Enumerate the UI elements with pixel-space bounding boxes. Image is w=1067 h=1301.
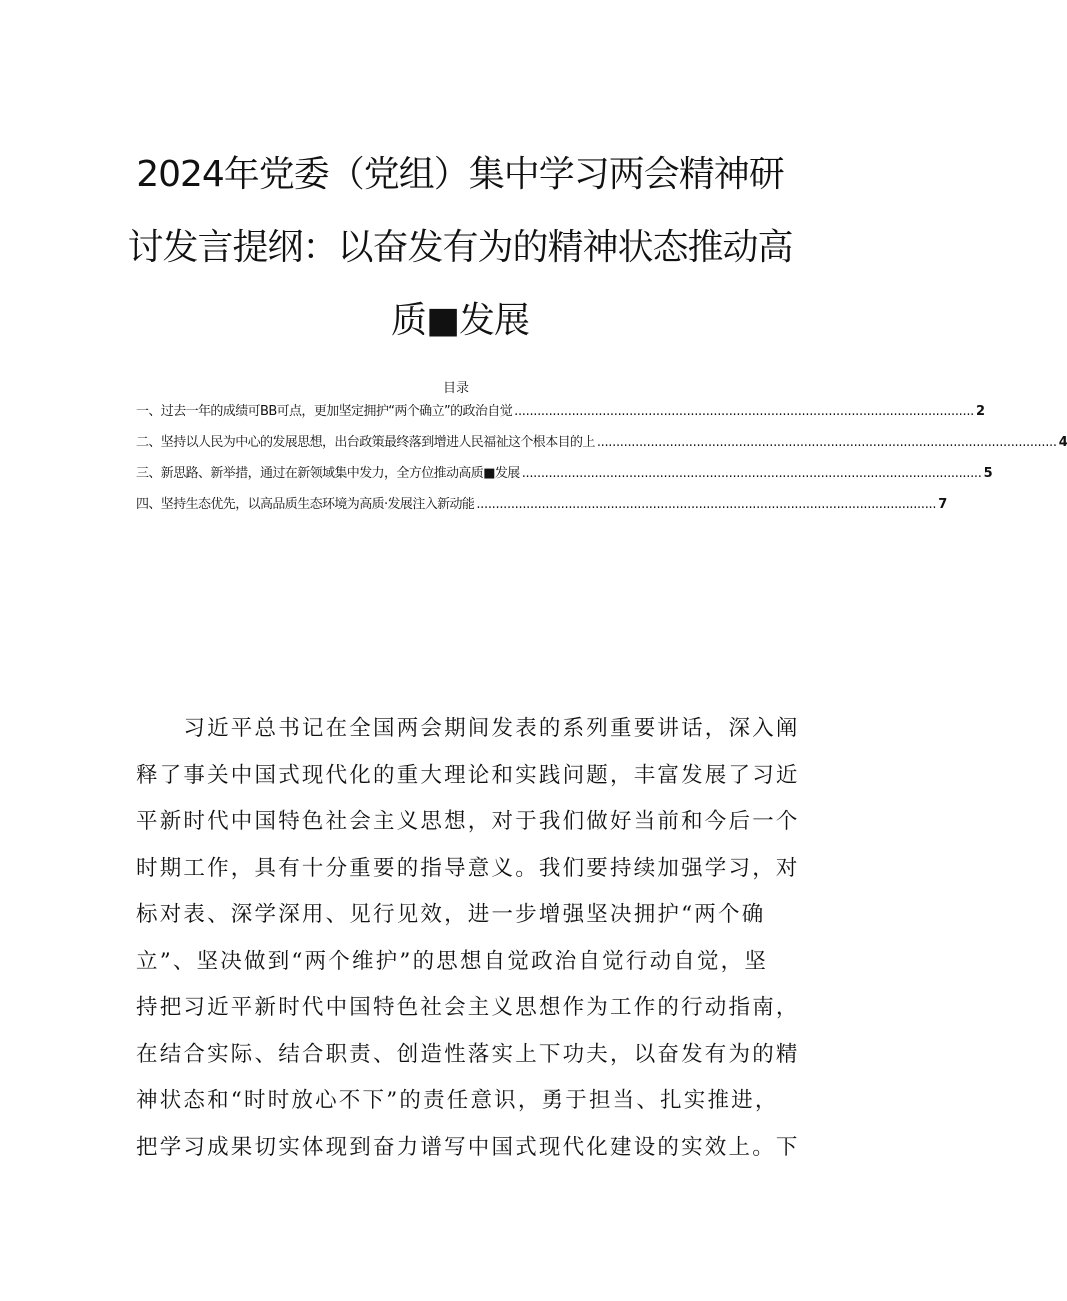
toc-entry-page: 4 bbox=[1058, 435, 1067, 450]
document-title bbox=[120, 138, 800, 357]
toc-entry-text: 四、坚持生态优先，以高品质生态环境为高质·发展注入新动能 bbox=[136, 497, 475, 512]
paragraph-line: 立”、坚决做到“两个维护”的思想自觉政治自觉行动自觉，坚 bbox=[136, 948, 769, 974]
toc-entry-page: 5 bbox=[983, 466, 993, 481]
paragraph-line: 把学习成果切实体现到奋力谱写中国式现代化建设的实效上。下 bbox=[136, 1134, 800, 1160]
toc-leader-dots: ........................................................................................................................ bbox=[514, 404, 974, 419]
toc-entry-text: 三、新思路、新举措，通过在新领域集中发力，全方位推动高质■发展 bbox=[136, 466, 520, 481]
toc-entry-page: 7 bbox=[938, 497, 947, 512]
title-line: 质■发展 bbox=[390, 300, 529, 341]
toc-entry[interactable] bbox=[136, 402, 985, 433]
paragraph-line: 时期工作，具有十分重要的指导意义。我们要持续加强学习，对 bbox=[136, 855, 800, 881]
toc-heading: 目录 bbox=[442, 381, 469, 396]
paragraph-line: 习近平总书记在全国两会期间发表的系列重要讲话，深入阐 bbox=[136, 716, 800, 741]
toc-entry-text: 二、坚持以人民为中心的发展思想，出台政策最终落到增进人民福祉这个根本目的上 bbox=[136, 435, 595, 450]
paragraph-line: 释了事关中国式现代化的重大理论和实践问题，丰富发展了习近 bbox=[136, 762, 800, 788]
toc-leader-dots: ........................................................................................................................ bbox=[596, 435, 1057, 450]
table-of-contents bbox=[136, 380, 1067, 526]
toc-entry[interactable] bbox=[136, 464, 993, 495]
toc-entry[interactable] bbox=[136, 495, 947, 526]
paragraph-line: 平新时代中国特色社会主义思想，对于我们做好当前和今后一个 bbox=[136, 809, 800, 834]
title-line: 2024年党委（党组）集中学习两会精神研 bbox=[136, 154, 784, 195]
title-line: 讨发言提纲：以奋发有为的精神状态推动高 bbox=[127, 227, 793, 268]
toc-entry-text: 一、过去一年的成绩可BB可点，更加坚定拥护“两个确立”的政治自觉 bbox=[136, 404, 513, 419]
toc-leader-dots: ........................................................................................................................ bbox=[521, 466, 982, 481]
paragraph-line: 神状态和“时时放心不下”的责任意识，勇于担当、扎实推进， bbox=[136, 1088, 779, 1113]
body-paragraph bbox=[136, 706, 800, 1171]
paragraph-line: 标对表、深学深用、见行见效，进一步增强坚决拥护“两个确 bbox=[136, 902, 766, 927]
toc-leader-dots: ........................................................................................................................ bbox=[476, 497, 937, 512]
toc-entry-page: 2 bbox=[976, 404, 985, 419]
paragraph-line: 持把习近平新时代中国特色社会主义思想作为工作的行动指南， bbox=[136, 995, 800, 1020]
paragraph-line: 在结合实际、结合职责、创造性落实上下功夫，以奋发有为的精 bbox=[136, 1041, 800, 1067]
toc-entry[interactable] bbox=[136, 433, 1067, 464]
